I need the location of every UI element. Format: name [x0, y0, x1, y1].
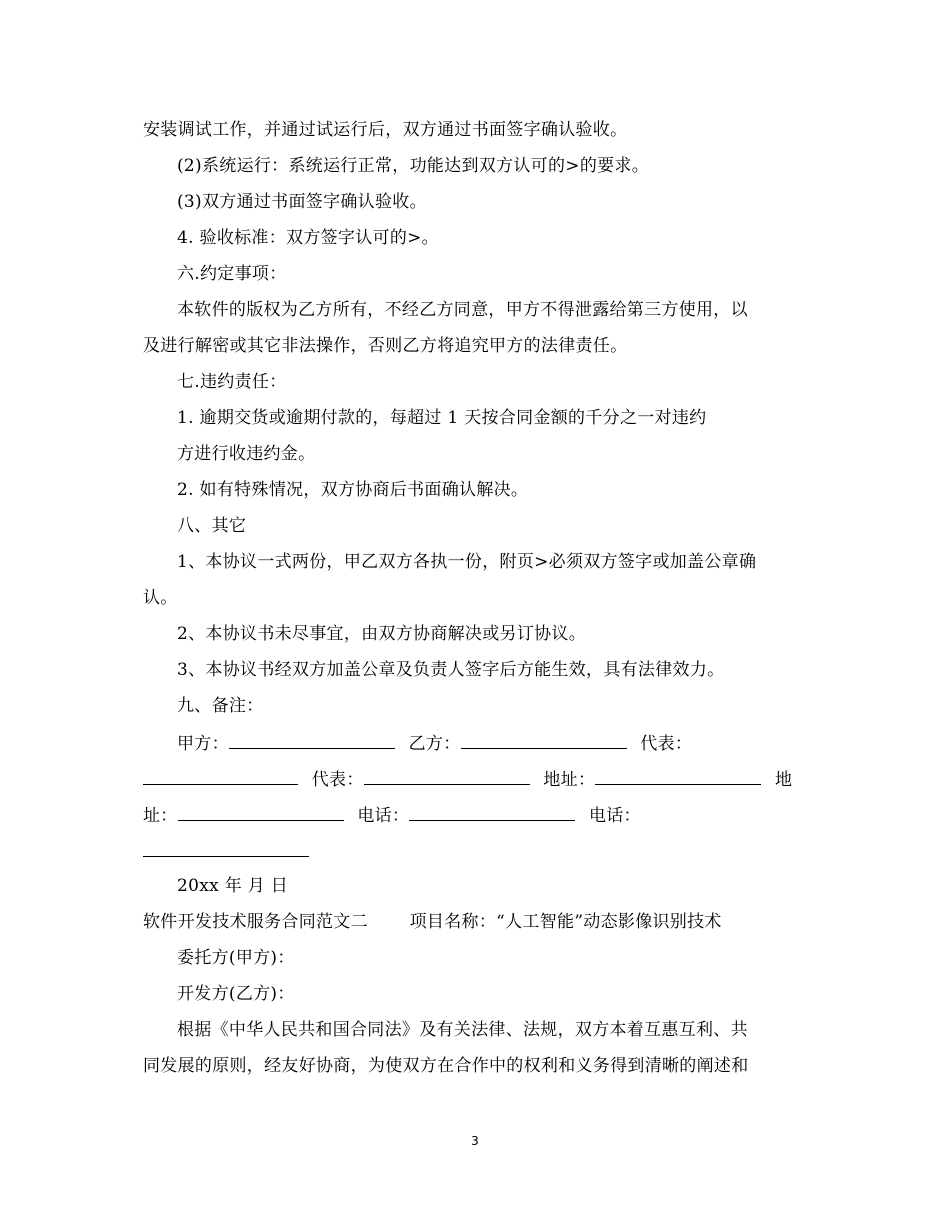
section-heading: 九、备注：: [177, 696, 264, 716]
representative-b-blank: [364, 766, 530, 785]
address-b-blank: [178, 802, 344, 821]
address-label: 地址：: [543, 770, 596, 790]
text-line: 4. 验收标准：双方签字认可的>。: [177, 228, 439, 248]
phone-label: 电话：: [588, 806, 641, 826]
party-a-label: 甲方：: [177, 734, 229, 754]
party-b-blank: [461, 730, 627, 749]
date-line: 20xx 年 月 日: [177, 876, 289, 896]
text-line: 2、本协议书未尽事宜，由双方协商解决或另订协议。: [177, 624, 587, 644]
project-name: 项目名称：“人工智能”动态影像识别技术: [409, 912, 722, 932]
signature-row: [143, 838, 309, 864]
representative-label: 代表：: [311, 770, 364, 790]
signature-row: [143, 766, 792, 792]
representative-label: 代表：: [640, 734, 693, 754]
text-line: 1、本协议一式两份，甲乙双方各执一份，附页>必须双方签字或加盖公章确: [177, 552, 757, 572]
text-line: 3、本协议书经双方加盖公章及负责人签字后方能生效，具有法律效力。: [177, 660, 725, 680]
text-line: 及进行解密或其它非法操作，否则乙方将追究甲方的法律责任。: [143, 336, 628, 356]
text-line: 1. 逾期交货或逾期付款的，每超过 1 天按合同金额的千分之一对违约: [177, 408, 707, 428]
text-line: 安装调试工作，并通过试运行后，双方通过书面签字确认验收。: [143, 120, 628, 140]
representative-a-blank: [143, 766, 298, 785]
text-line: (2)系统运行：系统运行正常，功能达到双方认可的>的要求。: [177, 156, 650, 176]
contract-title-row: [143, 910, 722, 934]
signature-row: [143, 802, 641, 828]
text-line: 本软件的版权为乙方所有，不经乙方同意，甲方不得泄露给第三方使用，以: [177, 300, 748, 320]
text-line: 根据《中华人民共和国合同法》及有关法律、法规，双方本着互惠互利、共: [177, 1020, 748, 1040]
address-label-start: 地: [774, 770, 793, 790]
address-a-blank: [595, 766, 761, 785]
address-label-end: 址：: [143, 806, 178, 826]
signature-row: [177, 730, 692, 756]
party-b-label: 乙方：: [408, 734, 461, 754]
text-line: 认。: [143, 588, 178, 608]
client-label: 委托方(甲方)：: [177, 948, 295, 968]
phone-label: 电话：: [357, 806, 410, 826]
section-heading: 七.违约责任：: [177, 372, 287, 392]
phone-a-blank: [409, 802, 575, 821]
section-heading: 六.约定事项：: [177, 264, 287, 284]
section-heading: 八、其它: [177, 516, 247, 536]
text-line: 同发展的原则，经友好协商，为使双方在合作中的权利和义务得到清晰的阐述和: [143, 1056, 749, 1076]
text-line: (3)双方通过书面签字确认验收。: [177, 192, 427, 212]
developer-label: 开发方(乙方)：: [177, 984, 295, 1004]
phone-b-blank: [143, 838, 309, 857]
page-number: 3: [471, 1134, 479, 1148]
contract-title: 软件开发技术服务合同范文二: [143, 912, 368, 932]
text-line: 2. 如有特殊情况，双方协商后书面确认解决。: [177, 480, 529, 500]
text-line: 方进行收违约金。: [177, 444, 316, 464]
party-a-blank: [229, 730, 395, 749]
